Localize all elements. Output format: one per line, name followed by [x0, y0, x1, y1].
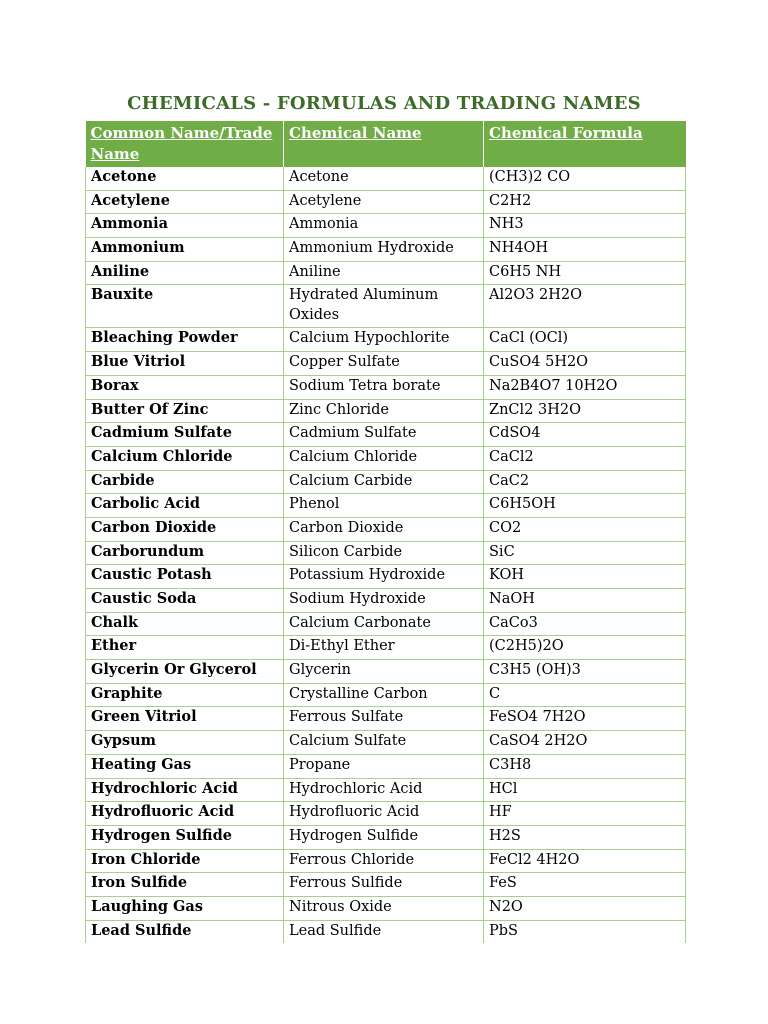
table-row [86, 238, 686, 262]
chemical-name-cell: Carbon Dioxide [284, 517, 484, 541]
table-row [86, 517, 686, 541]
common-name-cell: Glycerin Or Glycerol [86, 660, 284, 684]
common-name-cell: Gypsum [86, 731, 284, 755]
header-chemical-name: Chemical Name [284, 121, 484, 167]
common-name-cell: Caustic Potash [86, 565, 284, 589]
common-name-cell: Aniline [86, 261, 284, 285]
chemical-name-cell: Propane [284, 754, 484, 778]
common-name-cell: Calcium Chloride [86, 446, 284, 470]
table-row [86, 285, 686, 328]
chemical-name-cell: Ammonia [284, 214, 484, 238]
chemical-name-cell: Di-Ethyl Ether [284, 636, 484, 660]
table-row [86, 849, 686, 873]
common-name-cell: Chalk [86, 612, 284, 636]
chemical-name-cell: Ferrous Sulfate [284, 707, 484, 731]
chemical-formula-cell: C [484, 683, 686, 707]
chemical-formula-cell: CaCl2 [484, 446, 686, 470]
chemical-name-cell: Aniline [284, 261, 484, 285]
table-row [86, 636, 686, 660]
table-body [86, 167, 686, 943]
chemical-name-cell: Hydrogen Sulfide [284, 825, 484, 849]
chemical-name-cell: Calcium Chloride [284, 446, 484, 470]
common-name-cell: Bleaching Powder [86, 328, 284, 352]
chemical-name-cell: Hydrofluoric Acid [284, 802, 484, 826]
chemical-formula-cell: CdSO4 [484, 423, 686, 447]
chemical-name-cell: Calcium Sulfate [284, 731, 484, 755]
chemical-name-cell: Zinc Chloride [284, 399, 484, 423]
chemical-name-cell: Sodium Tetra borate [284, 375, 484, 399]
chemical-formula-cell: CO2 [484, 517, 686, 541]
chemical-formula-cell: HCl [484, 778, 686, 802]
table-row [86, 731, 686, 755]
chemical-formula-cell: CaSO4 2H2O [484, 731, 686, 755]
common-name-cell: Bauxite [86, 285, 284, 328]
table-row [86, 920, 686, 943]
chemical-formula-cell: (CH3)2 CO [484, 167, 686, 190]
chemical-formula-cell: Na2B4O7 10H2O [484, 375, 686, 399]
common-name-cell: Carbolic Acid [86, 494, 284, 518]
chemical-name-cell: Calcium Carbonate [284, 612, 484, 636]
chemical-name-cell: Potassium Hydroxide [284, 565, 484, 589]
chemical-name-cell: Ferrous Chloride [284, 849, 484, 873]
table-row [86, 873, 686, 897]
chemical-name-cell: Silicon Carbide [284, 541, 484, 565]
table-row [86, 470, 686, 494]
chemical-formula-cell: HF [484, 802, 686, 826]
table-row [86, 190, 686, 214]
table-row [86, 375, 686, 399]
common-name-cell: Carbide [86, 470, 284, 494]
chemical-name-cell: Acetylene [284, 190, 484, 214]
chemical-name-cell: Ammonium Hydroxide [284, 238, 484, 262]
chemical-name-cell: Sodium Hydroxide [284, 589, 484, 613]
common-name-cell: Hydrogen Sulfide [86, 825, 284, 849]
chemical-formula-cell: CuSO4 5H2O [484, 352, 686, 376]
chemical-name-cell: Cadmium Sulfate [284, 423, 484, 447]
chemical-formula-cell: CaCl (OCl) [484, 328, 686, 352]
chemical-formula-cell: SiC [484, 541, 686, 565]
chemicals-table [85, 121, 686, 943]
table-row [86, 352, 686, 376]
chemical-formula-cell: CaCo3 [484, 612, 686, 636]
common-name-cell: Laughing Gas [86, 896, 284, 920]
table-row [86, 565, 686, 589]
common-name-cell: Borax [86, 375, 284, 399]
chemical-formula-cell: C2H2 [484, 190, 686, 214]
header-chemical-formula: Chemical Formula [484, 121, 686, 167]
chemical-formula-cell: ZnCl2 3H2O [484, 399, 686, 423]
chemical-formula-cell: KOH [484, 565, 686, 589]
chemical-name-cell: Ferrous Sulfide [284, 873, 484, 897]
chemical-name-cell: Calcium Hypochlorite [284, 328, 484, 352]
table-row [86, 541, 686, 565]
table-row [86, 167, 686, 190]
table-row [86, 825, 686, 849]
table-row [86, 399, 686, 423]
chemical-name-cell: Hydrated Aluminum Oxides [284, 285, 484, 328]
chemical-formula-cell: FeS [484, 873, 686, 897]
chemical-formula-cell: CaC2 [484, 470, 686, 494]
table-row [86, 612, 686, 636]
chemical-formula-cell: FeCl2 4H2O [484, 849, 686, 873]
common-name-cell: Hydrochloric Acid [86, 778, 284, 802]
common-name-cell: Iron Sulfide [86, 873, 284, 897]
chemical-name-cell: Calcium Carbide [284, 470, 484, 494]
table-header [86, 121, 686, 167]
chemical-name-cell: Glycerin [284, 660, 484, 684]
common-name-cell: Butter Of Zinc [86, 399, 284, 423]
chemical-formula-cell: C3H8 [484, 754, 686, 778]
common-name-cell: Acetone [86, 167, 284, 190]
chemical-formula-cell: NH3 [484, 214, 686, 238]
chemical-formula-cell: C3H5 (OH)3 [484, 660, 686, 684]
header-common-name: Common Name/Trade Name [86, 121, 284, 167]
chemical-formula-cell: (C2H5)2O [484, 636, 686, 660]
chemical-name-cell: Nitrous Oxide [284, 896, 484, 920]
table-row [86, 896, 686, 920]
common-name-cell: Lead Sulfide [86, 920, 284, 943]
chemical-formula-cell: NaOH [484, 589, 686, 613]
common-name-cell: Ammonia [86, 214, 284, 238]
common-name-cell: Green Vitriol [86, 707, 284, 731]
common-name-cell: Heating Gas [86, 754, 284, 778]
chemical-formula-cell: NH4OH [484, 238, 686, 262]
common-name-cell: Hydrofluoric Acid [86, 802, 284, 826]
common-name-cell: Cadmium Sulfate [86, 423, 284, 447]
table-row [86, 589, 686, 613]
table-row [86, 683, 686, 707]
page-title: CHEMICALS - FORMULAS AND TRADING NAMES [127, 93, 641, 114]
chemical-formula-cell: FeSO4 7H2O [484, 707, 686, 731]
chemical-name-cell: Acetone [284, 167, 484, 190]
header-row [86, 121, 686, 167]
chemical-formula-cell: PbS [484, 920, 686, 943]
common-name-cell: Acetylene [86, 190, 284, 214]
common-name-cell: Ammonium [86, 238, 284, 262]
common-name-cell: Carborundum [86, 541, 284, 565]
chemical-formula-cell: C6H5 NH [484, 261, 686, 285]
chemical-formula-cell: C6H5OH [484, 494, 686, 518]
common-name-cell: Graphite [86, 683, 284, 707]
common-name-cell: Ether [86, 636, 284, 660]
table-row [86, 707, 686, 731]
chemical-name-cell: Copper Sulfate [284, 352, 484, 376]
chemical-name-cell: Phenol [284, 494, 484, 518]
table-row [86, 423, 686, 447]
chemical-name-cell: Lead Sulfide [284, 920, 484, 943]
table-row [86, 754, 686, 778]
common-name-cell: Caustic Soda [86, 589, 284, 613]
chemical-formula-cell: Al2O3 2H2O [484, 285, 686, 328]
table-row [86, 446, 686, 470]
table-row [86, 261, 686, 285]
chemical-formula-cell: N2O [484, 896, 686, 920]
chemical-name-cell: Hydrochloric Acid [284, 778, 484, 802]
table-row [86, 494, 686, 518]
table-row [86, 660, 686, 684]
common-name-cell: Carbon Dioxide [86, 517, 284, 541]
table-row [86, 328, 686, 352]
table-row [86, 778, 686, 802]
chemical-name-cell: Crystalline Carbon [284, 683, 484, 707]
common-name-cell: Blue Vitriol [86, 352, 284, 376]
common-name-cell: Iron Chloride [86, 849, 284, 873]
chemical-formula-cell: H2S [484, 825, 686, 849]
table-row [86, 802, 686, 826]
table-row [86, 214, 686, 238]
